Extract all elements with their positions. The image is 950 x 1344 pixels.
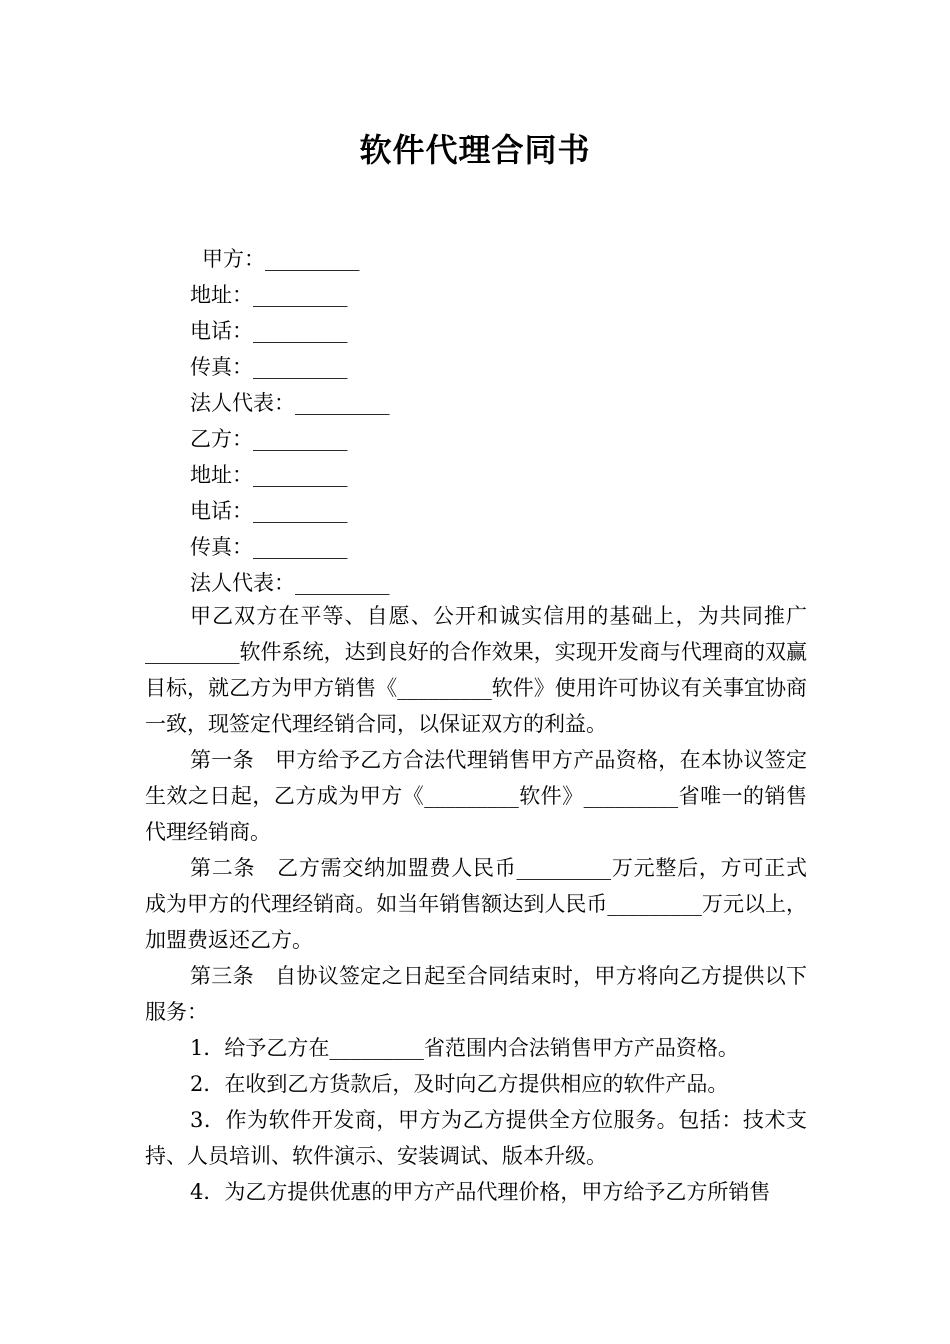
party-a-phone: 电话：_________ [190, 319, 348, 343]
party-b-fax: 传真：_________ [190, 535, 348, 559]
service-item-4: 4．为乙方提供优惠的甲方产品代理价格，甲方给予乙方所销售 [190, 1180, 771, 1204]
service-item-1: 1．给予乙方在_________省范围内合法销售甲方产品资格。 [190, 1036, 739, 1060]
party-a-legal-rep: 法人代表：_________ [190, 391, 390, 415]
party-b-address: 地址：_________ [190, 463, 348, 487]
intro-paragraph: 甲乙双方在平等、自愿、公开和诚实信用的基础上，为共同推广_________软件系统，达到良好的合作效果，实现开发商与代理商的双赢目标，就乙方为甲方销售《_________软件》使用许可协议有关事宜协商一致，现签定代理经销合同，以保证双方的利益。 [145, 604, 807, 736]
service-item-3: 3．作为软件开发商，甲方为乙方提供全方位服务。包括：技术支持、人员培训、软件演示、安装调试、版本升级。 [145, 1108, 807, 1168]
party-a-name: 甲方：_________ [202, 247, 360, 271]
party-a-fax: 传真：_________ [190, 355, 348, 379]
party-b-name: 乙方：_________ [190, 427, 348, 451]
party-b-phone: 电话：_________ [190, 499, 348, 523]
service-item-2: 2．在收到乙方货款后，及时向乙方提供相应的软件产品。 [190, 1072, 729, 1096]
party-a-address: 地址：_________ [190, 283, 348, 307]
contract-body [145, 598, 807, 1210]
page-title: 软件代理合同书 [359, 131, 591, 169]
party-b-legal-rep: 法人代表：_________ [190, 571, 390, 595]
article-2: 第二条 乙方需交纳加盟费人民币_________万元整后，方可正式成为甲方的代理经销商。如当年销售额达到人民币_________万元以上，加盟费返还乙方。 [145, 856, 807, 952]
article-3: 第三条 自协议签定之日起至合同结束时，甲方将向乙方提供以下服务： [145, 964, 807, 1024]
article-1: 第一条 甲方给予乙方合法代理销售甲方产品资格，在本协议签定生效之日起，乙方成为甲方《_________软件》_________省唯一的销售代理经销商。 [145, 748, 807, 844]
